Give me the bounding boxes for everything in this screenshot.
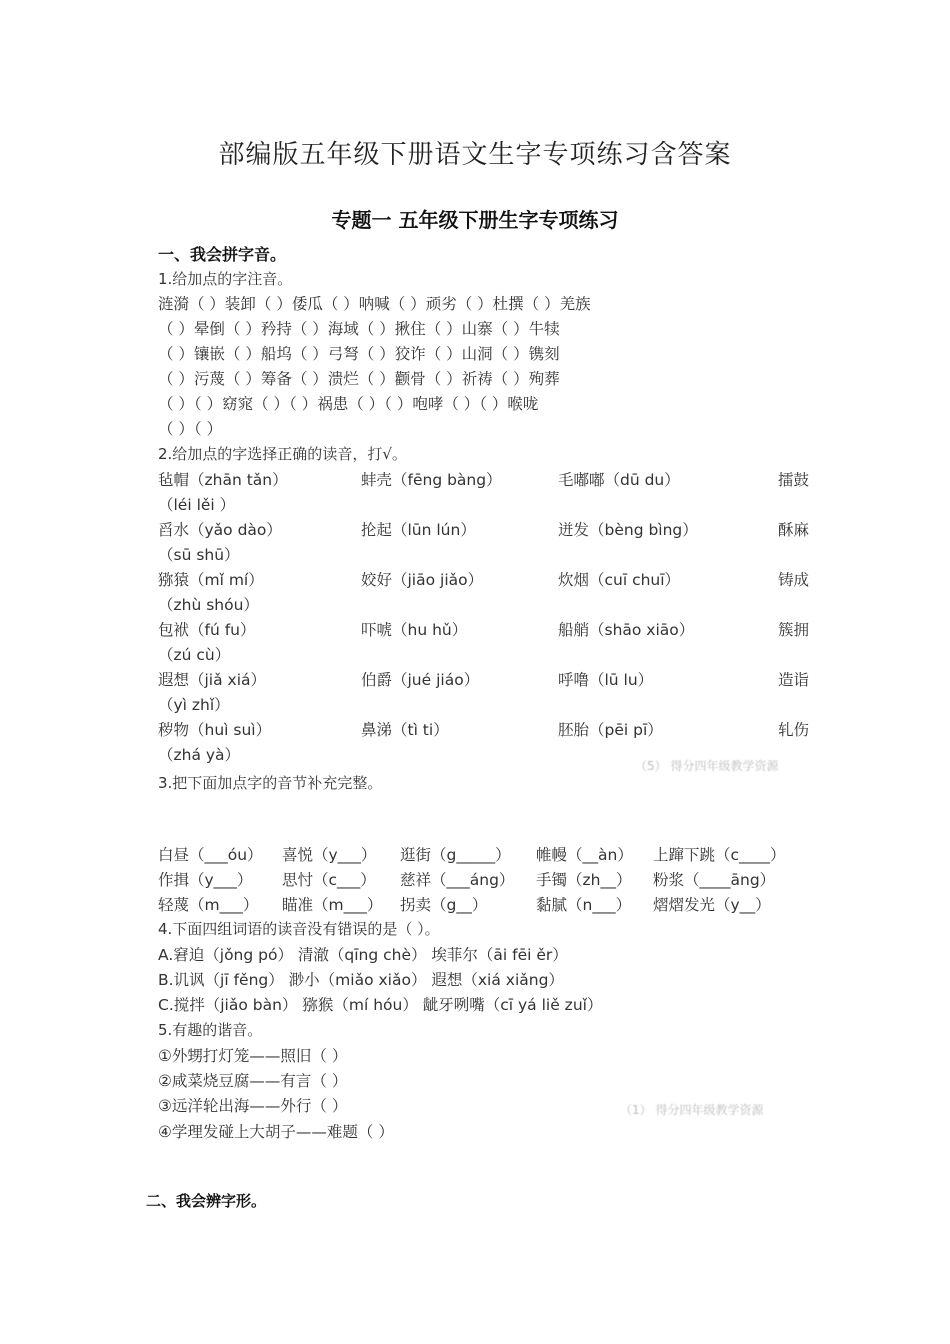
q3-item: 粉浆（____āng） — [653, 871, 776, 889]
q2-item: 遐想（jiǎ xiá） — [158, 671, 267, 689]
q2-item: 酥麻 — [778, 521, 810, 539]
q4-option-a: A.窘迫（jǒng pó） 清澈（qīng chè） 埃菲尔（āi fēi ěr） — [158, 946, 568, 964]
q5-item: ③远洋轮出海——外行（ ） — [158, 1097, 348, 1115]
q2-item: 蚌壳（fēng bàng） — [361, 471, 502, 489]
section-1-heading: 一、我会拼字音。 — [158, 245, 287, 264]
q3-row — [158, 893, 818, 918]
q2-item-continuation: （yì zhǐ） — [158, 696, 230, 714]
q3-item: 轻蔑（m___） — [158, 896, 259, 914]
q2-item: 姣好（jiāo jiǎo） — [361, 571, 484, 589]
q2-item: 秽物（huì suì） — [158, 721, 272, 739]
q3-item: 瞄准（m___） — [282, 896, 383, 914]
q2-item: 呼噜（lū lu） — [558, 671, 654, 689]
question-5-prompt: 5.有趣的谐音。 — [158, 1021, 263, 1039]
q3-item: 思忖（c___） — [282, 871, 376, 889]
q1-line: （ ）镶嵌（ ）船坞（ ）弓弩（ ）狡诈（ ）山洞（ ）镌刻 — [158, 345, 560, 363]
section-2-heading: 二、我会辨字形。 — [146, 1192, 267, 1210]
q1-line: （ ）（ ） — [158, 420, 223, 438]
q1-line: 涟漪（ ）装卸（ ）倭瓜（ ）呐喊（ ）顽劣（ ）杜撰（ ）羌族 — [158, 295, 591, 313]
q2-item: 伯爵（jué jiáo） — [361, 671, 480, 689]
q2-item: 鼻涕（tì ti） — [361, 721, 449, 739]
q3-row — [158, 843, 818, 868]
q3-item: 喜悦（y___） — [282, 846, 377, 864]
question-3-prompt: 3.把下面加点字的音节补充完整。 — [158, 774, 383, 792]
q2-item: 包袱（fú fu） — [158, 621, 256, 639]
question-4-prompt: 4.下面四组词语的读音没有错误的是（ ）。 — [158, 920, 440, 938]
q2-item: 炊烟（cuī chuī） — [558, 571, 681, 589]
q2-row — [158, 468, 818, 518]
q2-item: 簇拥 — [778, 621, 810, 639]
q2-item: 毡帽（zhān tǎn） — [158, 471, 288, 489]
q2-item: 船艄（shāo xiāo） — [558, 621, 695, 639]
q2-item: 毛嘟嘟（dū du） — [558, 471, 680, 489]
q3-item: 手镯（zh__） — [536, 871, 632, 889]
q2-item: 胚胎（pēi pī） — [558, 721, 663, 739]
q3-item: 熠熠发光（y__） — [653, 896, 771, 914]
q2-item: 轧伤 — [778, 721, 810, 739]
q3-item: 帷幔（__àn） — [536, 846, 633, 864]
q2-item: 吓唬（hu hǔ） — [361, 621, 468, 639]
q5-item: ④学理发碰上大胡子——难题（ ） — [158, 1123, 394, 1141]
watermark-text: （5） 得分四年级教学资源 — [635, 759, 779, 773]
q2-item: 造诣 — [778, 671, 810, 689]
q3-item: 慈祥（___áng） — [400, 871, 515, 889]
document-title: 部编版五年级下册语文生字专项练习含答案 — [218, 140, 732, 170]
q2-item-continuation: （zhù shóu） — [158, 596, 259, 614]
q2-item: 舀水（yǎo dào） — [158, 521, 282, 539]
q3-item: 白昼（___óu） — [158, 846, 263, 864]
watermark-text: （1） 得分四年级教学资源 — [620, 1103, 764, 1117]
q2-item-continuation: （léi lěi ） — [158, 496, 236, 514]
question-2-prompt: 2.给加点的字选择正确的读音，打√。 — [158, 445, 407, 463]
q2-item: 猕猿（mǐ mí） — [158, 571, 264, 589]
q5-item: ①外甥打灯笼——照旧（ ） — [158, 1047, 348, 1065]
q2-row — [158, 618, 818, 668]
q3-row — [158, 868, 818, 893]
q2-item: 迸发（bèng bìng） — [558, 521, 698, 539]
question-1-prompt: 1.给加点的字注音。 — [158, 270, 293, 288]
q3-grid — [158, 843, 818, 918]
q3-item: 拐卖（g__） — [400, 896, 488, 914]
q2-row — [158, 518, 818, 568]
q1-line: （ ）（ ）窈窕（ ）（ ）祸患（ ）（ ）咆哮（ ）（ ）喉咙 — [158, 395, 539, 413]
q5-item: ②咸菜烧豆腐——有言（ ） — [158, 1072, 348, 1090]
q2-item: 擂鼓 — [778, 471, 810, 489]
q2-item: 铸成 — [778, 571, 810, 589]
q4-option-c: C.搅拌（jiǎo bàn） 猕猴（mí hóu） 龇牙咧嘴（cī yá liě zuǐ） — [158, 996, 603, 1014]
section-subtitle: 专题一 五年级下册生字专项练习 — [331, 208, 619, 232]
q2-item: 抡起（lūn lún） — [361, 521, 476, 539]
q2-item-continuation: （zú cù） — [158, 646, 231, 664]
q2-row — [158, 668, 818, 718]
q3-item: 黏腻（n___） — [536, 896, 632, 914]
q2-item-continuation: （sū shū） — [158, 546, 240, 564]
q3-item: 逛街（g_____） — [400, 846, 511, 864]
q2-grid — [158, 468, 818, 768]
q3-item: 上蹿下跳（c____） — [653, 846, 786, 864]
q2-row — [158, 568, 818, 618]
q3-item: 作揖（y___） — [158, 871, 253, 889]
q2-item-continuation: （zhá yà） — [158, 746, 241, 764]
q1-line: （ ）污蔑（ ）筹备（ ）溃烂（ ）颧骨（ ）祈祷（ ）殉葬 — [158, 370, 560, 388]
q1-line: （ ）晕倒（ ）矜持（ ）海域（ ）揪住（ ）山寨（ ）牛犊 — [158, 320, 560, 338]
q4-option-b: B.讥讽（jī fěng） 渺小（miǎo xiǎo） 遐想（xiá xiǎng） — [158, 971, 564, 989]
